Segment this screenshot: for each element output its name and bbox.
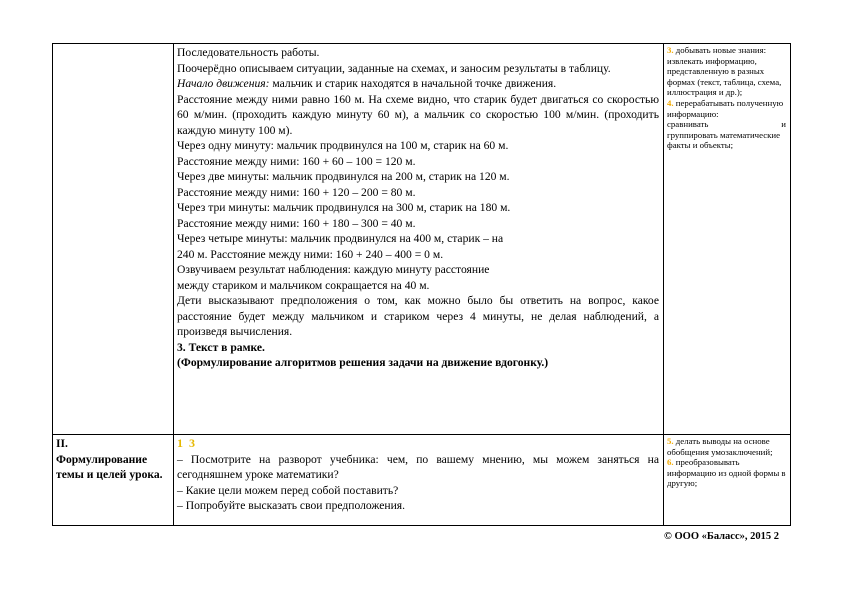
start-paragraph [177,76,659,92]
table-row [53,44,791,435]
skill-marks [177,436,659,452]
box-title: 3. Текст в рамке. [177,340,265,354]
skills-cell [664,435,791,526]
start-label: Начало движения: [177,77,270,90]
question-3: – Попробуйте высказать свои предположения. [177,499,406,512]
stage-cell-empty [53,44,174,435]
minute2-line: Через две минуты: мальчик продвинулся на 200 м, старик на 120 м. [177,170,510,183]
stage-title: Формулирование темы и целей урока. [56,452,163,481]
table-row [53,435,791,526]
skill-3 [667,45,786,98]
skills-cell [664,44,791,435]
sequence-line: Последовательность работы. [177,46,320,59]
start-text: мальчик и старик находятся в начальной точке движения. [269,77,557,90]
minute1-line: Через одну минуту: мальчик продвинулся на 100 м, старик на 60 м. [177,139,509,152]
children-paragraph: Дети высказывают предположения о том, как можно было бы ответить на вопрос, какое расстояние будет между мальчиком и стариком через 4 минуты, не делая наблюдений, а произведя вычисления. [177,294,659,338]
lesson-table [52,43,791,526]
skill-mark: 3 [189,436,195,450]
skill-text: сравнивать [667,119,709,130]
skill-4-rest: группировать математические факты и объекты; [667,129,780,151]
skill-4 [667,98,786,119]
activity-cell [174,435,664,526]
minute2-distance: Расстояние между ними: 160 + 120 – 200 = 80 м. [177,185,416,199]
skill-number: 5. [667,436,674,446]
skill-5 [667,436,786,457]
question-2: – Какие цели можем перед собой поставить? [177,483,399,497]
copyright-footer: © ООО «Баласс», 2015 2 [664,531,779,542]
intro-paragraph: Поочерёдно описываем ситуации, заданные на схемах, и заносим результаты в таблицу. [177,61,611,75]
skill-number: 3. [667,45,674,55]
skill-text: делать выводы на основе обобщения умозаключений; [667,436,773,457]
skill-4-spread [667,119,786,130]
skill-mark: 1 [177,436,183,450]
minute4-distance: 240 м. Расстояние между ними: 160 + 240 – 400 = 0 м. [177,247,444,261]
skill-number: 4. [667,97,674,108]
minute3-line: Через три минуты: мальчик продвинулся на 300 м, старик на 180 м. [177,201,511,214]
distance-paragraph: Расстояние между ними равно 160 м. На схеме видно, что старик будет двигаться со скоростью 60 м/мин. (проходить каждую минуту 60 м), а мальчик со скоростью 100 м/мин. (проходить каждую минуту 100 м). [177,92,659,137]
skill-text: и [781,119,786,130]
skill-text: преобразовывать информацию из одной формы в другую; [667,457,786,489]
result-line-b: между стариком и мальчиком сокращается на 40 м. [177,278,430,292]
skill-text: перерабатывать полученную информацию: [667,97,784,119]
stage-number: II. [56,437,68,450]
skill-number: 6. [667,457,674,468]
skill-text: добывать новые знания: извлекать информацию, представленную в разных формах (текст, таблица, схема, иллюстрация и др.); [667,45,782,98]
box-subtitle: (Формулирование алгоритмов решения задачи на движение вдогонку.) [177,356,549,369]
minute1-distance: Расстояние между ними: 160 + 60 – 100 = 120 м. [177,154,416,168]
skill-6 [667,457,786,489]
question-1: – Посмотрите на разворот учебника: чем, по вашему мнению, мы можем заняться на сегодняшнем уроке математики? [177,452,659,481]
minute3-distance: Расстояние между ними: 160 + 180 – 300 = 40 м. [177,216,416,230]
activity-cell [174,44,664,435]
minute4-line: Через четыре минуты: мальчик продвинулся на 400 м, старик – на [177,232,504,245]
result-line-a: Озвучиваем результат наблюдения: каждую минуту расстояние [177,263,490,276]
stage-cell [53,435,174,526]
